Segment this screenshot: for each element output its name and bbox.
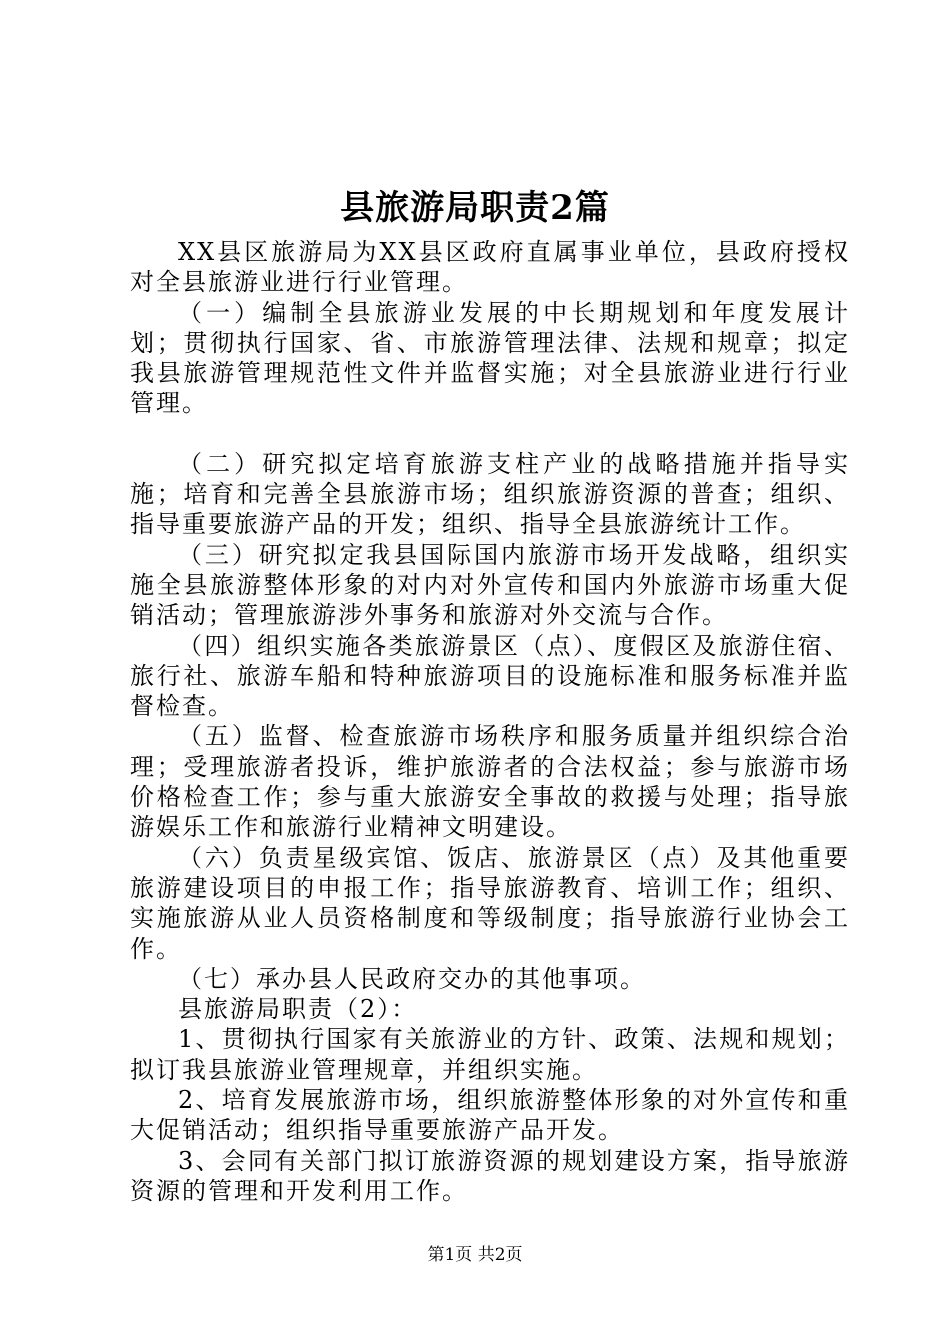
section-heading-2: 县旅游局职责（2）： — [178, 995, 418, 1024]
paragraph-duty-3: 3、会同有关部门拟订旅游资源的规划建设方案，指导旅游资源的管理和开发利用工作。 — [130, 1146, 850, 1205]
paragraph-item-6: （六）负责星级宾馆、饭店、旅游景区（点）及其他重要旅游建设项目的申报工作；指导旅游教育、培训工作；组织、实施旅游从业人员资格制度和等级制度；指导旅游行业协会工作。 — [130, 843, 850, 963]
paragraph-item-4: （四）组织实施各类旅游景区（点）、度假区及旅游住宿、旅行社、旅游车船和特种旅游项目的设施标准和服务标准并监督检查。 — [130, 631, 850, 721]
document-body — [130, 237, 850, 1206]
paragraph-intro: XX县区旅游局为XX县区政府直属事业单位，县政府授权对全县旅游业进行行业管理。 — [130, 238, 850, 297]
page-footer: 第1页 共2页 — [427, 1245, 523, 1265]
paragraph-item-2: （二）研究拟定培育旅游支柱产业的战略措施并指导实施；培育和完善全县旅游市场；组织旅游资源的普查；组织、指导重要旅游产品的开发；组织、指导全县旅游统计工作。 — [130, 449, 850, 539]
paragraph-item-3: （三）研究拟定我县国际国内旅游市场开发战略，组织实施全县旅游整体形象的对内对外宣传和国内外旅游市场重大促销活动；管理旅游涉外事务和旅游对外交流与合作。 — [130, 540, 850, 630]
paragraph-item-1: （一）编制全县旅游业发展的中长期规划和年度发展计划；贯彻执行国家、省、市旅游管理法律、法规和规章；拟定我县旅游管理规范性文件并监督实施；对全县旅游业进行行业管理。 — [130, 298, 850, 418]
paragraph-item-7: （七）承办县人民政府交办的其他事项。 — [178, 964, 646, 993]
paragraph-duty-2: 2、培育发展旅游市场，组织旅游整体形象的对外宣传和重大促销活动；组织指导重要旅游产品开发。 — [130, 1086, 850, 1145]
paragraph-item-5: （五）监督、检查旅游市场秩序和服务质量并组织综合治理；受理旅游者投诉，维护旅游者的合法权益；参与旅游市场价格检查工作；参与重大旅游安全事故的救援与处理；指导旅游娱乐工作和旅游行业精神文明建设。 — [130, 722, 850, 842]
document-title: 县旅游局职责2篇 — [340, 188, 610, 228]
paragraph-duty-1: 1、贯彻执行国家有关旅游业的方针、政策、法规和规划；拟订我县旅游业管理规章，并组织实施。 — [130, 1025, 850, 1084]
